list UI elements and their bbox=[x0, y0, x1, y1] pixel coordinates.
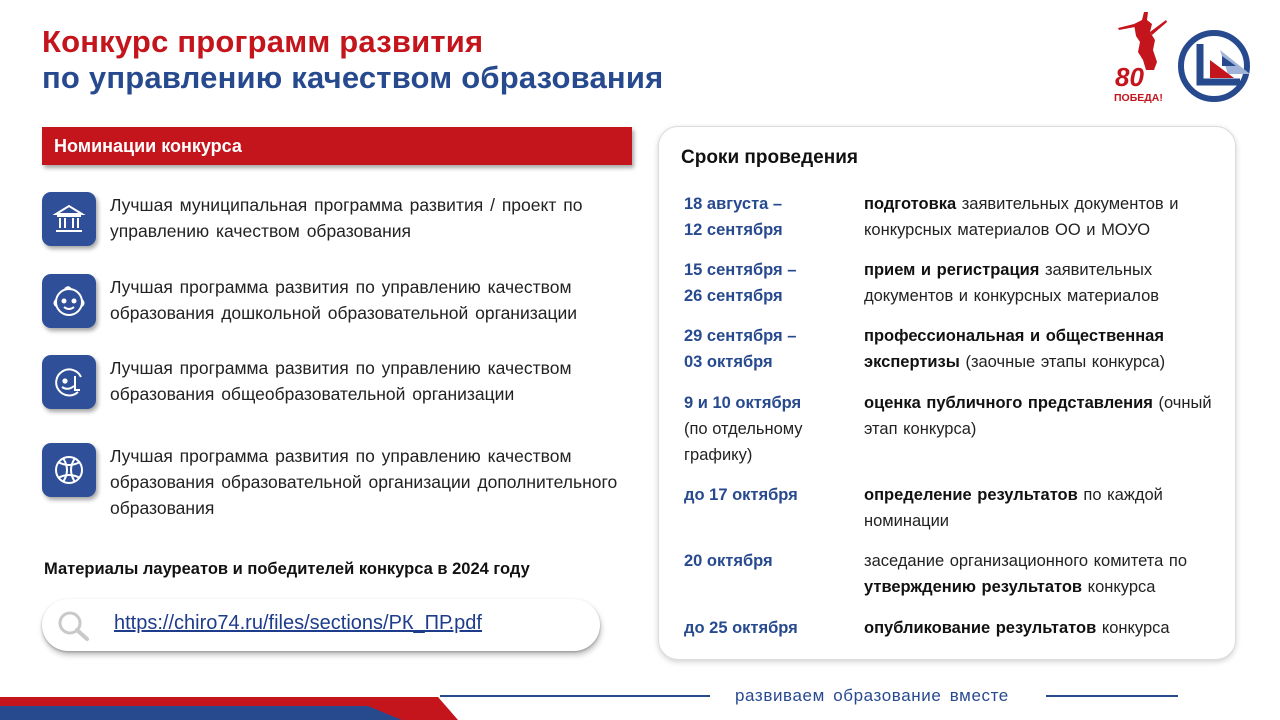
materials-label: Материалы лауреатов и победителей конкурса в 2024 году bbox=[44, 560, 530, 578]
schedule-date: 29 сентября – 03 октября bbox=[684, 327, 797, 371]
logo-80-text: ПОБЕДА! bbox=[1114, 92, 1163, 104]
building-columns-icon bbox=[42, 192, 96, 246]
footer-tagline: развиваем образование вместе bbox=[735, 686, 1009, 705]
schedule-description: опубликование результатов конкурса bbox=[864, 619, 1170, 637]
materials-link[interactable]: https://chiro74.ru/files/sections/РК_ПР.pdf bbox=[114, 612, 482, 634]
nomination-text: Лучшая муниципальная программа развития / проект по управлению качеством образования bbox=[110, 195, 583, 241]
nominations-heading: Номинации конкурса bbox=[42, 127, 632, 165]
search-icon bbox=[56, 609, 92, 643]
organization-logo bbox=[1176, 26, 1256, 106]
page-title-line1: Конкурс программ развития bbox=[42, 24, 484, 59]
school-emblem-icon bbox=[42, 355, 96, 409]
schedule-date: 9 и 10 октября (по отдельному графику) bbox=[684, 394, 803, 464]
logo-80-number: 80 bbox=[1115, 62, 1144, 92]
schedule-description: определение результатов по каждой номинации bbox=[864, 486, 1163, 530]
schedule-date-note: (по отдельному графику) bbox=[684, 420, 803, 464]
nomination-text: Лучшая программа развития по управлению качеством образования образовательной организации дополнительного образования bbox=[110, 446, 618, 518]
page-title-line2: по управлению качеством образования bbox=[42, 60, 664, 95]
schedule-description: заседание организационного комитета по утверждению результатов конкурса bbox=[864, 552, 1188, 596]
victory-80-logo bbox=[1110, 10, 1174, 106]
schedule-date: до 25 октября bbox=[684, 619, 798, 637]
ball-icon bbox=[42, 443, 96, 497]
schedule-description: подготовка заявительных документов и конкурсных материалов ОО и МОУО bbox=[864, 195, 1179, 239]
schedule-description: оценка публичного представления (очный этап конкурса) bbox=[864, 394, 1212, 438]
schedule-card bbox=[658, 126, 1236, 660]
schedule-date: 20 октября bbox=[684, 552, 773, 570]
baby-face-icon bbox=[42, 274, 96, 328]
schedule-description: прием и регистрация заявительных документов и конкурсных материалов bbox=[864, 261, 1160, 305]
schedule-date: 18 августа – 12 сентября bbox=[684, 195, 783, 239]
schedule-title: Сроки проведения bbox=[681, 147, 858, 168]
schedule-date: до 17 октября bbox=[684, 486, 798, 504]
footer-band bbox=[0, 694, 1280, 720]
nomination-text: Лучшая программа развития по управлению качеством образования общеобразовательной организации bbox=[110, 358, 572, 404]
materials-link-bar[interactable] bbox=[42, 599, 600, 651]
schedule-date: 15 сентября – 26 сентября bbox=[684, 261, 797, 305]
nomination-text: Лучшая программа развития по управлению качеством образования дошкольной образовательной организации bbox=[110, 277, 578, 323]
schedule-description: профессиональная и общественная экспертизы (заочные этапы конкурса) bbox=[864, 327, 1166, 371]
